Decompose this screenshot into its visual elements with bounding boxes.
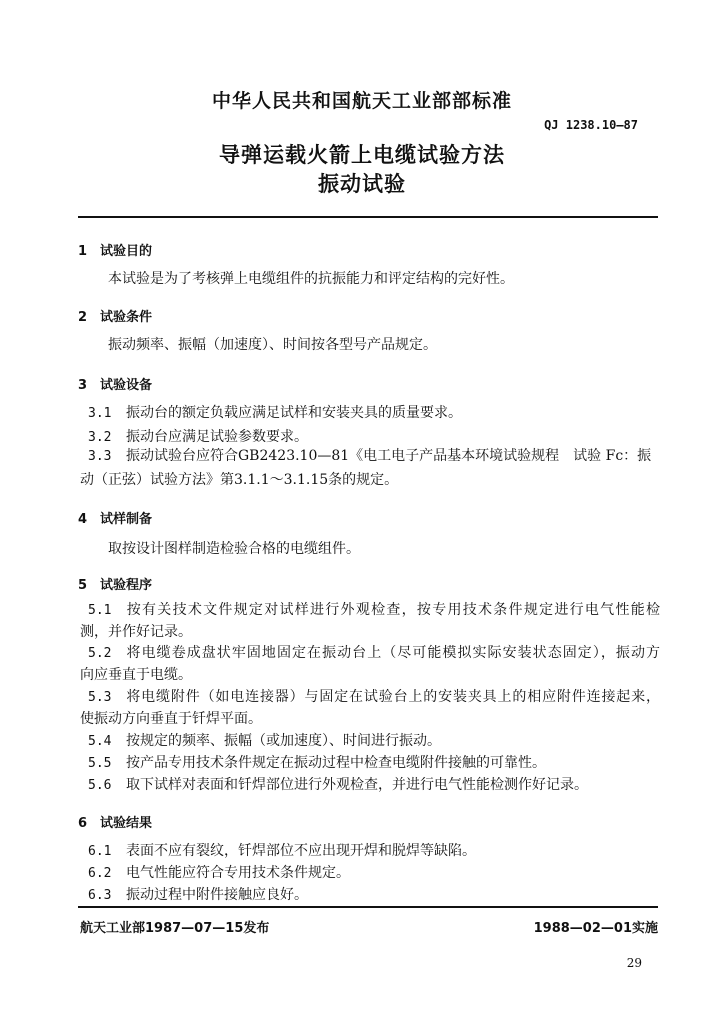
clause-continuation: 向应垂直于电缆。 — [80, 667, 192, 683]
section-title: 试样制备 — [100, 512, 153, 527]
clause-text: 按有关技术文件规定对试样进行外观检查，按专用技术条件规定进行电气性能检 — [125, 602, 660, 618]
section-heading — [78, 508, 152, 527]
clause-item — [88, 774, 588, 794]
section-title: 试验条件 — [100, 310, 153, 325]
clause-item — [88, 752, 546, 772]
section-title: 试验目的 — [100, 244, 153, 259]
clause-item — [88, 884, 308, 904]
clause-text: 电气性能应符合专用技术条件规定。 — [126, 865, 350, 881]
section-heading — [78, 812, 152, 831]
clause-number: 6.3 — [88, 888, 112, 903]
clause-text: 按规定的频率、振幅（或加速度）、时间进行振动。 — [126, 733, 441, 749]
clause-number: 3.2 — [88, 430, 112, 445]
section-text: 振动频率、振幅（加速度）、时间按各型号产品规定。 — [108, 337, 437, 353]
clause-continuation: 动（正弦）试验方法》第3.1.1～3.1.15条的规定。 — [80, 472, 399, 488]
clause-text: 表面不应有裂纹，钎焊部位不应出现开焊和脱焊等缺陷。 — [126, 843, 476, 859]
section-heading — [78, 306, 152, 325]
clause-item — [88, 445, 651, 465]
section-text: 取按设计图样制造检验合格的电缆组件。 — [108, 541, 360, 557]
clause-text: 振动台应满足试验参数要求。 — [126, 429, 308, 445]
section-number: 6 — [78, 816, 88, 831]
clause-number: 6.2 — [88, 866, 112, 881]
clause-text: 将电缆附件（如电连接器）与固定在试验台上的安装夹具上的相应附件连接起来， — [125, 689, 660, 705]
clause-continuation: 使振动方向垂直于钎焊平面。 — [80, 711, 262, 727]
clause-item — [88, 402, 462, 422]
standard-code: QJ 1238.10—87 — [544, 118, 638, 132]
organization-standard-title: 中华人民共和国航天工业部部标准 — [211, 90, 512, 112]
document-title: 导弹运载火箭上电缆试验方法 — [219, 143, 505, 167]
section-number: 2 — [78, 310, 88, 325]
issue-date: 航天工业部1987—07—15发布 — [80, 921, 270, 936]
effective-date: 1988—02—01实施 — [533, 921, 658, 936]
section-number: 5 — [78, 578, 88, 593]
section-title: 试验程序 — [100, 578, 153, 593]
clause-item — [88, 862, 350, 882]
clause-text: 振动台的额定负载应满足试样和安装夹具的质量要求。 — [126, 405, 462, 421]
clause-number: 5.5 — [88, 756, 112, 771]
section-text: 本试验是为了考核弹上电缆组件的抗振能力和评定结构的完好性。 — [108, 271, 514, 287]
section-number: 3 — [78, 378, 88, 393]
clause-number: 6.1 — [88, 844, 112, 859]
clause-continuation: 测，并作好记录。 — [80, 624, 192, 640]
section-number: 1 — [78, 244, 88, 259]
clause-item — [88, 840, 476, 860]
section-heading — [78, 240, 152, 259]
clause-number: 3.1 — [88, 406, 112, 421]
clause-number: 5.3 — [88, 690, 112, 705]
clause-text: 取下试样对表面和钎焊部位进行外观检查，并进行电气性能检测作好记录。 — [126, 777, 588, 793]
section-heading — [78, 574, 152, 593]
clause-text: 按产品专用技术条件规定在振动过程中检查电缆附件接触的可靠性。 — [126, 755, 546, 771]
section-number: 4 — [78, 512, 88, 527]
clause-number: 5.6 — [88, 778, 112, 793]
clause-number: 5.4 — [88, 734, 112, 749]
clause-item — [88, 642, 660, 662]
clause-text: 振动试验台应符合GB2423.10—81《电工电子产品基本环境试验规程 试验 Fc：振 — [126, 448, 652, 464]
section-title: 试验结果 — [100, 816, 153, 831]
clause-item — [88, 686, 660, 706]
page-number: 29 — [626, 956, 642, 970]
clause-number: 5.2 — [88, 646, 112, 661]
clause-item — [88, 426, 308, 446]
footer-divider — [78, 906, 658, 908]
section-title: 试验设备 — [100, 378, 153, 393]
header-divider — [78, 216, 658, 218]
clause-number: 3.3 — [88, 449, 112, 464]
clause-text: 振动过程中附件接触应良好。 — [126, 887, 308, 903]
clause-item — [88, 730, 441, 750]
section-heading — [78, 374, 152, 393]
clause-item — [88, 599, 660, 619]
clause-text: 将电缆卷成盘状牢固地固定在振动台上（尽可能模拟实际安装状态固定），振动方 — [125, 645, 660, 661]
document-subtitle: 振动试验 — [318, 172, 406, 196]
clause-number: 5.1 — [88, 603, 112, 618]
